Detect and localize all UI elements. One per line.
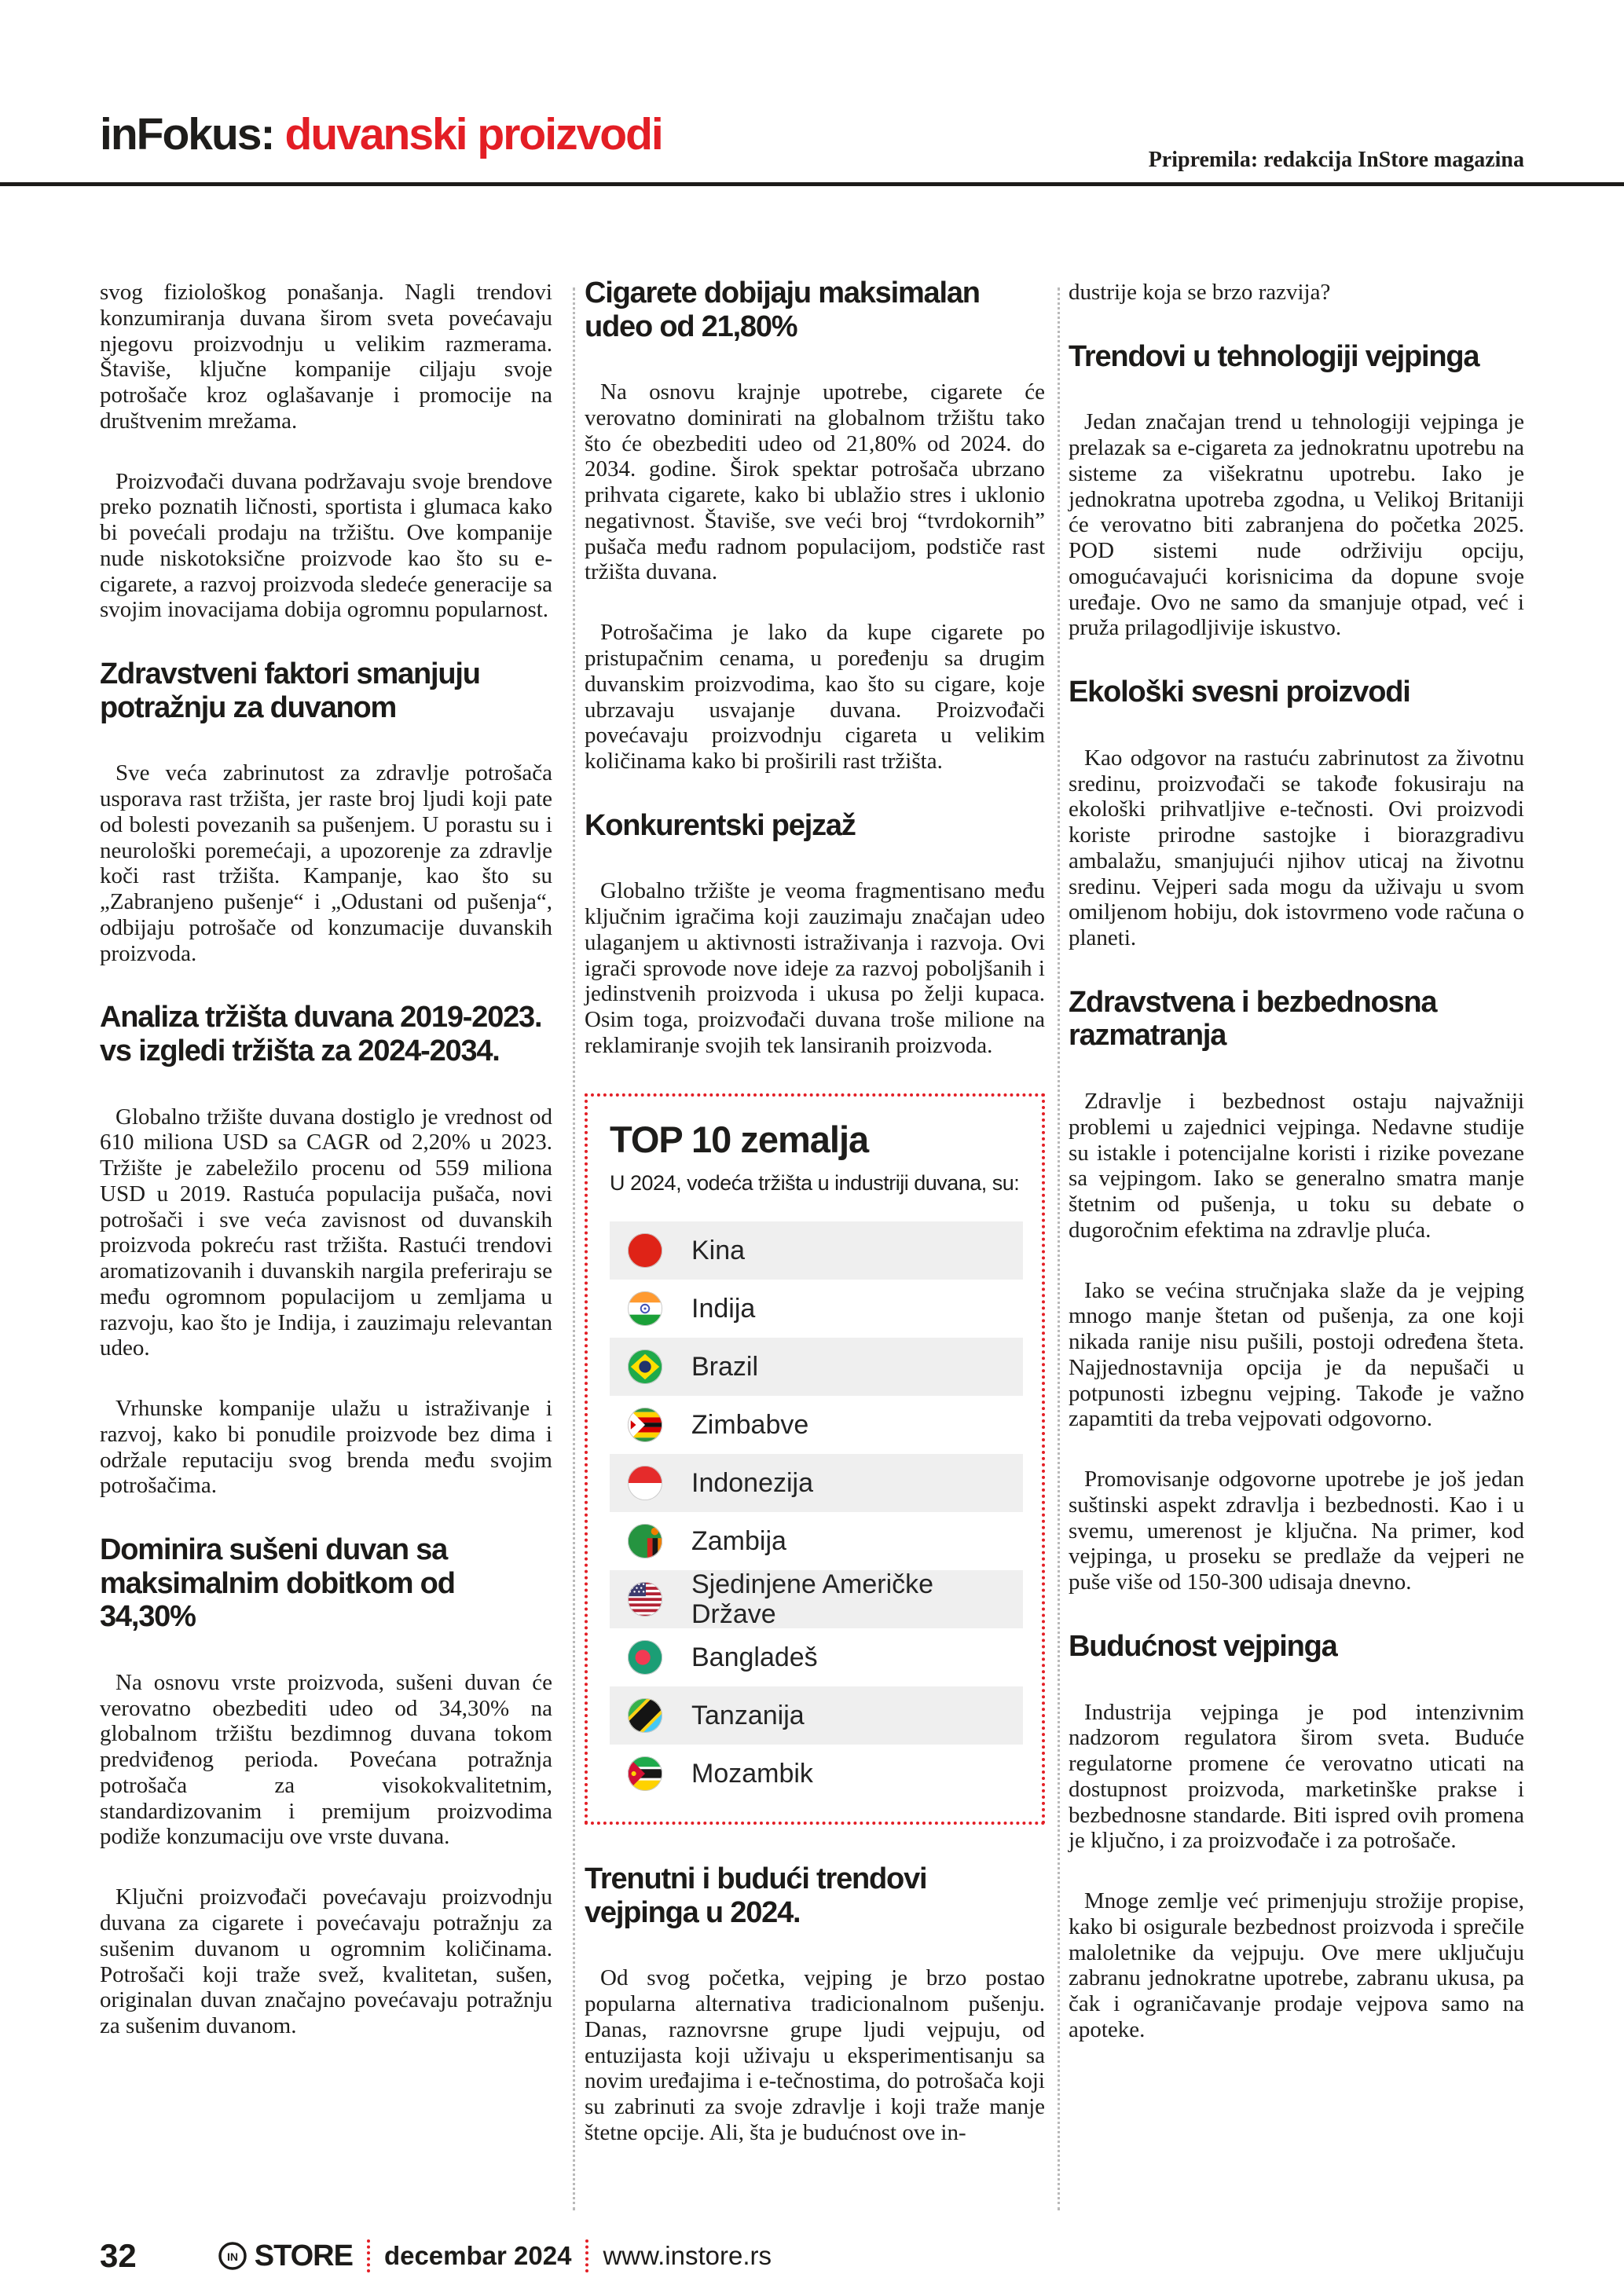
country-name: Mozambik — [691, 1759, 813, 1789]
list-item — [610, 1454, 1023, 1512]
brazil-flag-icon — [627, 1349, 663, 1385]
page-number: 32 — [100, 2237, 137, 2274]
paragraph: Vrhunske kompanije ulažu u istraživanje i razvoj, kako bi ponudile proizvode bez dima i održale reputaciju svog brenda među svojim potrošačima. — [100, 1396, 552, 1499]
paragraph: Proizvođači duvana podržavaju svoje brendove preko poznatih ličnosti, sportista i glumaca kako bi povećali prodaju na tržištu. Ove kompanije nude niskotoksične proizvode kao što su e-cigarete, a razvoj proizvoda sledeće generacije sa svojim inovacijama dobija ogromnu popularnost. — [100, 468, 552, 623]
column-1 — [100, 280, 552, 2074]
masthead-topic: duvanski proizvodi — [284, 109, 662, 159]
list-item — [610, 1338, 1023, 1396]
country-name: Zimbabve — [691, 1410, 809, 1441]
section-heading: Trendovi u tehnologiji vejpinga — [1069, 339, 1479, 373]
list-item — [610, 1280, 1023, 1338]
top10-box — [585, 1093, 1045, 1825]
country-name: Zambija — [691, 1526, 786, 1557]
column-separator — [573, 287, 575, 2210]
footer-separator — [367, 2239, 370, 2272]
section-heading: Cigarete dobijaju maksimalan udeo od 21,80% — [585, 276, 980, 343]
paragraph: Sve veća zabrinutost za zdravlje potrošača usporava rast tržišta, jer raste broj ljudi koji pate od bolesti povezanih sa pušenjem. U porastu su i neurološki poremećaji, a upozorenje za zdravlje koči rast tržišta. Kampanje, kao što su „Zabranjeno pušenje“ i „Odustani od pušenja“, odbijaju potrošače od konzumacije duvanskih proizvoda. — [100, 760, 552, 966]
country-name: Sjedinjene Američke Države — [691, 1569, 934, 1630]
paragraph: Potrošačima je lako da kupe cigarete po pristupačnim cenama, u poređenju sa drugim duvanskim proizvodima, kao što su cigare, koje ubrzavaju usvajanje duvana. Proizvođači povećavaju proizvodnju cigareta u velikim količinama kako bi proširili rast tržišta. — [585, 620, 1045, 774]
zimbabwe-flag-icon — [627, 1407, 663, 1443]
country-name: Brazil — [691, 1352, 759, 1382]
list-item — [610, 1745, 1023, 1803]
usa-flag-icon — [627, 1581, 663, 1617]
country-name: Tanzanija — [691, 1701, 805, 1731]
list-item — [610, 1686, 1023, 1745]
paragraph: Globalno tržište je veoma fragmentisano među ključnim igračima koji zauzimaju značajan udeo ulaganjem u aktivnosti istraživanja i razvoja. Ovi igrači sprovode nove ideje za razvoj poboljšanih i jedinstvenih proizvoda i ukusa po želji kupaca. Osim toga, proizvođači duvana troše milione na reklamiranje svojih tek lansiranih proizvoda. — [585, 878, 1045, 1058]
paragraph: Iako se većina stručnjaka slaže da je vejping mnogo manje štetan od pušenja, za one koji nikada ranije nisu pušili, postoji određena šteta. Najjednostavnija opcija je da nepušači u potpunosti izbegnu vejping. Takođe je važno zapamtiti da treba vejpovati odgovorno. — [1069, 1277, 1524, 1432]
india-flag-icon — [627, 1291, 663, 1327]
section-heading: Ekološki svesni proizvodi — [1069, 676, 1410, 709]
indonesia-flag-icon — [627, 1465, 663, 1501]
paragraph: Od svog početka, vejping je brzo postao popularna alternativa tradicionalnom pušenju. Danas, raznovrsne grupe ljudi vejpuju, od entuzijasta koji uživaju u eksperimentisanju sa novim uređajima i e-tečnostima, do potrošača koji su zabrinuti za svoje zdravlje i koji traže manje štetne opcije. Ali, šta je budućnost ove in- — [585, 1965, 1045, 2146]
list-item — [610, 1221, 1023, 1280]
byline: Pripremila: redakcija InStore magazina — [1148, 148, 1524, 172]
paragraph: Mnoge zemlje već primenjuju strožije propise, kako bi osigurale bezbednost proizvoda i sprečile maloletnike da vejpuju. Ove mere uključuju zabranu jednokratne upotrebe, zabranu ukusa, pa čak i ograničavanje prodaje vejpova samo na apoteke. — [1069, 1888, 1524, 2042]
paragraph: Na osnovu vrste proizvoda, sušeni duvan će verovatno obezbediti udeo od 34,30% na globalnom tržištu bezdimnog duvana tokom predviđenog perioda. Povećana potražnja potrošača za visokokvalitetnim, standardizovanim i premijum proizvodima podiže konzumaciju ove vrste duvana. — [100, 1669, 552, 1850]
tanzania-flag-icon — [627, 1697, 663, 1734]
list-item — [610, 1570, 1023, 1628]
china-flag-icon — [627, 1232, 663, 1269]
column-separator — [1058, 287, 1060, 2210]
top10-list — [610, 1221, 1023, 1803]
bangladesh-flag-icon — [627, 1639, 663, 1675]
issue-date: decembar 2024 — [383, 2241, 572, 2270]
list-item — [610, 1396, 1023, 1454]
section-heading: Budućnost vejpinga — [1069, 1629, 1337, 1663]
section-heading: Dominira sušeni duvan sa maksimalnim dobitkom od 34,30% — [100, 1533, 455, 1634]
zambia-flag-icon — [627, 1523, 663, 1559]
page-footer — [100, 2234, 772, 2278]
top10-subtitle: U 2024, vodeća tržišta u industriji duvana, su: — [610, 1170, 1020, 1195]
instore-logo — [218, 2239, 353, 2273]
country-name: Indija — [691, 1294, 756, 1324]
paragraph: Kao odgovor na rastuću zabrinutost za životnu sredinu, proizvođači se takođe fokusiraju na ekološki prihvatljive e-tečnosti. Ovi proizvodi koriste prirodne sastojke i biorazgradivu ambalažu, smanjujući njihov uticaj na životnu sredinu. Vejperi sada mogu da uživaju u svom omiljenom hobiju, dok istovrmeno vode računa o planeti. — [1069, 745, 1524, 951]
country-name: Indonezija — [691, 1468, 814, 1499]
masthead — [100, 108, 662, 160]
top10-title: TOP 10 zemalja — [610, 1118, 869, 1160]
instore-in-circle-icon — [218, 2242, 247, 2270]
paragraph: Zdravlje i bezbednost ostaju najvažniji problemi u zajednici vejpinga. Nedavne studije su istakle i potencijalne koristi i rizike povezane sa vejpingom. Iako se generalno smatra manje štetnim od pušenja, u toku su debate o dugoročnim efektima na zdravlje pluća. — [1069, 1088, 1524, 1243]
section-heading: Analiza tržišta duvana 2019-2023. vs izgledi tržišta za 2024-2034. — [100, 1001, 542, 1067]
paragraph: Jedan značajan trend u tehnologiji vejpinga je prelazak sa e-cigareta za jednokratnu upotrebu na sisteme za višekratnu upotrebu. Iako je jednokratna upotreba zgodna, u Velikoj Britaniji će verovatno biti zabranjena do početka 2025. POD sistemi nude održiviju opciju, omogućavajući korisnicima da dopune svoje uređaje. Ovo ne samo da smanjuje otpad, već i pruža prilagodljivije iskustvo. — [1069, 409, 1524, 641]
country-name: Bangladeš — [691, 1642, 818, 1673]
section-heading: Trenutni i budući trendovi vejpinga u 2024. — [585, 1862, 927, 1929]
website-url: www.instore.rs — [603, 2241, 772, 2270]
paragraph: Promovisanje odgovorne upotrebe je još jedan suštinski aspekt zdravlja i bezbednosti. Kao i u svemu, umerenost je ključna. Na primer, kod vejpinga, u proseku se predlaže da vejperi ne puše više od 150-300 udisaja dnevno. — [1069, 1467, 1524, 1595]
paragraph: svog fiziološkog ponašanja. Nagli trendovi konzumiranja duvana širom sveta povećavaju njegovu proizvodnju u velikim razmerama. Štaviše, ključne kompanije ciljaju svoje potrošače kroz oglašavanje i promocije na društvenim mrežama. — [100, 280, 552, 434]
section-heading: Konkurentski pejzaž — [585, 808, 856, 842]
country-name: Kina — [691, 1236, 746, 1266]
header-rule — [0, 182, 1624, 186]
section-heading: Zdravstveni faktori smanjuju potražnju za duvanom — [100, 657, 480, 724]
footer-separator — [585, 2239, 588, 2272]
paragraph: dustrije koja se brzo razvija? — [1069, 280, 1331, 305]
svg-text:IN: IN — [226, 2250, 238, 2263]
list-item — [610, 1512, 1023, 1570]
masthead-black: inFokus: — [100, 109, 274, 159]
column-3 — [1069, 280, 1524, 2078]
paragraph: Na osnovu krajnje upotrebe, cigarete će verovatno dominirati na globalnom tržištu tako što će obezbediti udeo od 21,80% od 2024. do 2034. godine. Širok spektar potrošača ubrzano prihvata cigarete, kako bi ublažio stres i uklonio negativnost. Štaviše, sve veći broj “tvrdokornih” pušača među radnom populacijom, podstiče rast tržišta duvana. — [585, 379, 1045, 585]
section-heading: Zdravstvena i bezbednosna razmatranja — [1069, 985, 1437, 1053]
mozambique-flag-icon — [627, 1756, 663, 1792]
brand-name: STORE — [254, 2239, 353, 2272]
paragraph: Industrija vejpinga je pod intenzivnim nadzorom regulatora širom sveta. Buduće regulatorne promene će verovatno uticati na dostupnost proizvoda, marketinške prakse i bezbednosne standarde. Biti ispred ovih promena je ključno, i za proizvođače i za potrošače. — [1069, 1699, 1524, 1854]
list-item — [610, 1628, 1023, 1686]
paragraph: Ključni proizvođači povećavaju proizvodnju duvana za cigarete i povećavaju potražnju za sušenim duvanom u ogromnim količinama. Potrošači koji traže svež, kvalitetan, sušen, originalan duvan značajno povećavaju potražnju za sušenim duvanom. — [100, 1884, 552, 2039]
paragraph: Globalno tržište duvana dostiglo je vrednost od 610 miliona USD sa CAGR od 2,20% u 2023. Tržište je zabeležilo procenu od 559 miliona USD u 2019. Rastuća populacija pušača, novi potrošači i sve veća zavisnost od duvanskih proizvoda pokreću rast tržišta. Rastući trendovi aromatizovanih i duvanskih nargila preferiraju se među ogromnom populacijom u zemljama u razvoju, kao što je Indija, i zauzimaju relevantan udeo. — [100, 1104, 552, 1361]
column-2 — [585, 276, 1045, 2181]
